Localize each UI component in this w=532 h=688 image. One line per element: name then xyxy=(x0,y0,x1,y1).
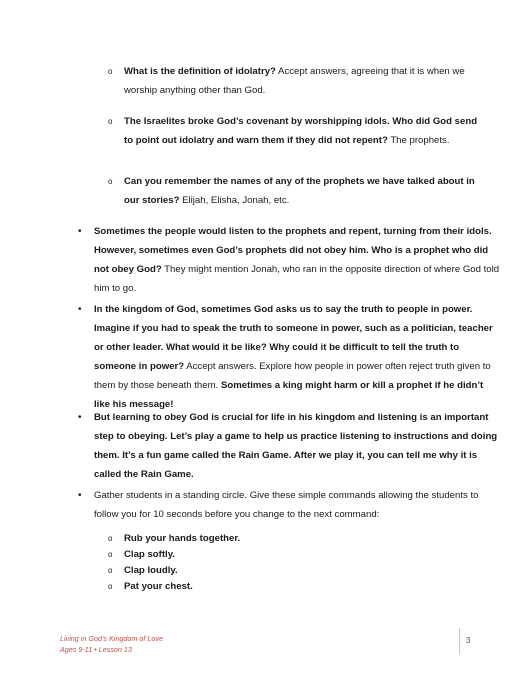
bullet-icon: • xyxy=(78,412,82,423)
bullet-bold-tail: Sometimes a king might harm or kill a prophet if he didn’t like his message! xyxy=(94,380,484,410)
bullet-item xyxy=(78,300,500,414)
bullet-text: They might mention Jonah, who ran in the opposite direction of where God told him to go. xyxy=(94,264,500,294)
bullet-text: Accept answers. Explore how people in power often reject truth given to them by those beneath them. xyxy=(94,361,491,391)
bullet-icon: • xyxy=(78,304,82,315)
circle-bullet-icon: o xyxy=(108,534,113,543)
command-item xyxy=(108,547,175,563)
circle-bullet-icon: o xyxy=(108,67,113,76)
page-number: 3 xyxy=(466,636,471,645)
bullet-item xyxy=(78,486,500,524)
bullet-text: Gather students in a standing circle. Give these simple commands allowing the students to follow you for 10 seconds before you change to the next command: xyxy=(94,490,479,520)
bullet-item xyxy=(78,222,500,298)
question-bold: Can you remember the names of any of the prophets we have talked about in our stories? xyxy=(124,176,475,206)
circle-bullet-icon: o xyxy=(108,177,113,186)
bullet-icon: • xyxy=(78,490,82,501)
question-item xyxy=(108,62,479,100)
command-label: Clap loudly. xyxy=(124,565,178,576)
footer-lesson: Ages 9-11 • Lesson 13 xyxy=(60,645,132,654)
question-item xyxy=(108,172,479,210)
footer-divider xyxy=(459,628,460,654)
question-bold: The Israelites broke God’s covenant by worshipping idols. Who did God send to point out idolatry and warn them if they did not repent? xyxy=(124,116,478,146)
bullet-item xyxy=(78,408,500,484)
bullet-icon: • xyxy=(78,226,82,237)
command-label: Rub your hands together. xyxy=(124,533,241,544)
question-bold: What is the definition of idolatry? xyxy=(124,66,276,77)
footer-title: Living in God’s Kingdom of Love xyxy=(60,634,163,643)
bullet-bold: In the kingdom of God, sometimes God asks us to say the truth to people in power. Imagine if you had to speak the truth to someone in power, such as a politician, teacher or other leader. What would it be like? Why could it be difficult to tell the truth to someone in power? xyxy=(94,304,493,372)
command-item xyxy=(108,563,178,579)
bullet-bold: Sometimes the people would listen to the prophets and repent, turning from their idols. However, sometimes even God’s prophets did not obey him. Who is a prophet who did not obey God? xyxy=(94,226,492,275)
question-answer: Elijah, Elisha, Jonah, etc. xyxy=(179,195,290,206)
bullet-bold: But learning to obey God is crucial for life in his kingdom and listening is an important step to obeying. Let’s play a game to help us practice listening to instructions and doing them. It’s a fun game called the Rain Game. After we play it, you can tell me why it is called the Rain Game. xyxy=(94,412,498,480)
question-item xyxy=(108,112,479,150)
circle-bullet-icon: o xyxy=(108,582,113,591)
command-item xyxy=(108,531,240,547)
question-answer: Accept answers, agreeing that it is when we worship anything other than God. xyxy=(124,66,465,96)
question-answer: The prophets. xyxy=(387,135,450,146)
circle-bullet-icon: o xyxy=(108,550,113,559)
page-footer xyxy=(60,633,163,655)
circle-bullet-icon: o xyxy=(108,117,113,126)
command-label: Pat your chest. xyxy=(124,581,193,592)
command-item xyxy=(108,579,193,595)
circle-bullet-icon: o xyxy=(108,566,113,575)
command-label: Clap softly. xyxy=(124,549,175,560)
